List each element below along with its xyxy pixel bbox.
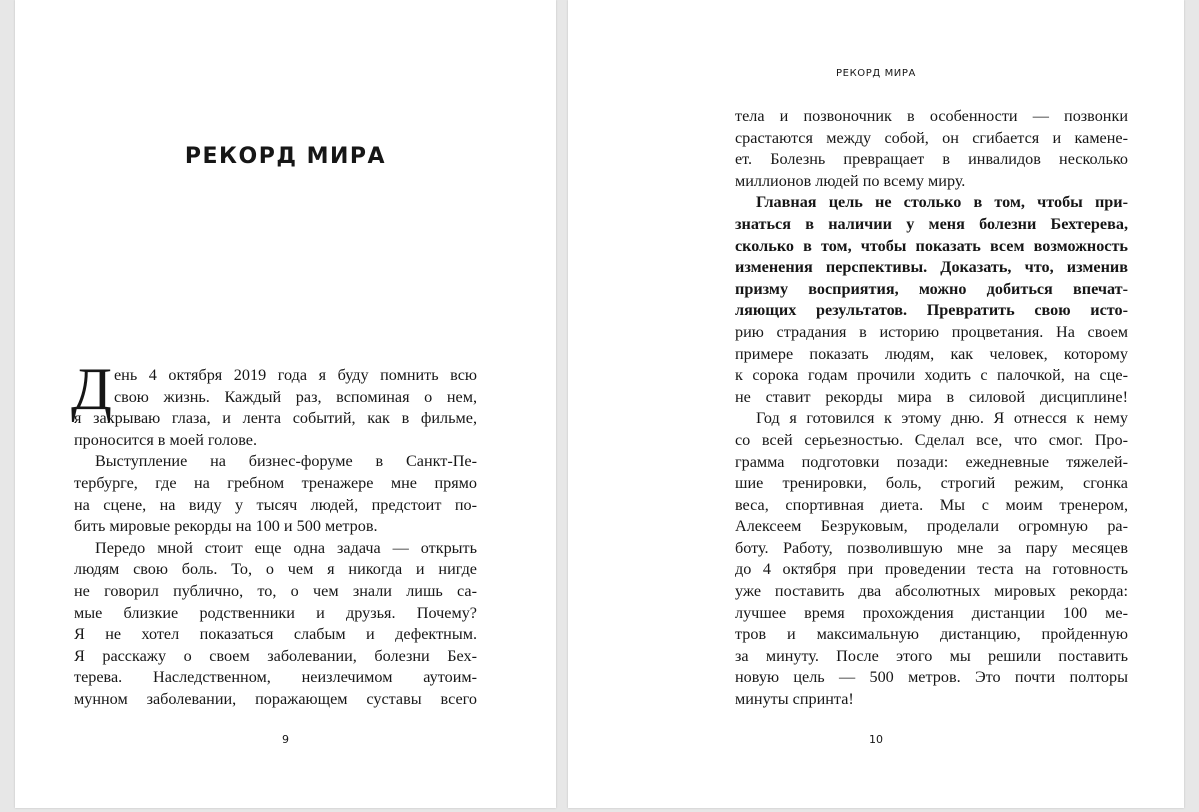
text-line: миллионов людей по всему миру. xyxy=(735,171,966,190)
text-line: изменения перспективы. Доказать, что, изменив xyxy=(735,258,1128,277)
text-line: минуты спринта! xyxy=(735,690,854,709)
left-page-text xyxy=(71,356,477,711)
text-line: свою жизнь. Каждый раз, вспоминая о нем, xyxy=(114,387,477,406)
text-line: веса, спортивная диета. Мы с моим тренером, xyxy=(735,495,1128,514)
text-line: лучшее время прохождения дистанции 100 ме- xyxy=(735,603,1128,622)
text-line: бить мировые рекорды на 100 и 500 метров. xyxy=(74,517,378,536)
text-line: шие тренировки, боль, строгий режим, сгонка xyxy=(735,474,1128,493)
text-line: терева. Наследственном, неизлечимом аутоим- xyxy=(74,668,477,687)
text-line: рию страдания в историю процветания. На своем xyxy=(735,322,1128,341)
text-line: со всей серьезностью. Сделал все, что смог. Про- xyxy=(735,430,1128,449)
text-line: проносится в моей голове. xyxy=(74,430,257,449)
chapter-title: РЕКОРД МИРА xyxy=(184,144,387,169)
text-line: тров и максимальную дистанцию, пройденную xyxy=(735,625,1128,644)
text-line: призму восприятия, можно добиться впечат- xyxy=(735,279,1128,298)
text-line: людям свою боль. То, о чем я никогда и нигде xyxy=(74,560,477,579)
text-line: срастаются между собой, он сгибается и камене- xyxy=(735,128,1128,147)
running-head: РЕКОРД МИРА xyxy=(836,68,916,79)
text-line: до 4 октября при проведении теста на готовность xyxy=(735,560,1128,579)
text-line: я закрываю глаза, и лента событий, как в фильме, xyxy=(74,409,477,428)
text-line: Алексеем Безруковым, проделали огромную ра- xyxy=(735,517,1128,536)
text-line: Выступление на бизнес-форуме в Санкт-Пе- xyxy=(95,452,477,471)
page-number-right: 10 xyxy=(869,733,883,746)
text-line: мунном заболевании, поражающем суставы всего xyxy=(74,689,477,708)
left-page xyxy=(15,0,556,808)
text-line: Передо мной стоит еще одна задача — открыть xyxy=(95,538,477,557)
text-line: боту. Работу, позволившую мне за пару месяцев xyxy=(735,538,1128,557)
right-page xyxy=(568,0,1184,808)
text-line: за минуту. После этого мы решили поставить xyxy=(735,646,1128,665)
text-line: на сцене, на виду у тысяч людей, предстоит по- xyxy=(74,495,477,514)
text-line: Главная цель не столько в том, чтобы при- xyxy=(756,193,1128,212)
text-line: ляющих результатов. Превратить свою исто- xyxy=(735,301,1128,320)
text-line: Год я готовился к этому дню. Я отнесся к нему xyxy=(756,409,1128,428)
right-page-text xyxy=(735,106,1128,711)
text-line: Я расскажу о своем заболевании, болезни Бех- xyxy=(74,646,477,665)
text-line: тела и позвоночник в особенности — позвонки xyxy=(735,107,1128,125)
page-number-left: 9 xyxy=(282,733,289,746)
text-line: примере показать людям, как человек, которому xyxy=(735,344,1128,363)
text-line: новую цель — 500 метров. Это почти полторы xyxy=(735,668,1128,687)
text-line: ет. Болезнь превращает в инвалидов несколько xyxy=(735,150,1128,169)
text-line: не ставит рекорды мира в силовой дисциплине! xyxy=(735,387,1128,406)
text-line: Я не хотел показаться слабым и дефектным. xyxy=(74,625,477,644)
text-line: тербурге, где на гребном тренажере мне прямо xyxy=(74,473,477,492)
text-line: сколько в том, чтобы показать всем возможность xyxy=(735,236,1128,255)
text-line: не говорил публично, то, о чем знали лишь са- xyxy=(74,581,477,600)
text-line: к сорока годам прочили ходить с палочкой, на сце- xyxy=(735,366,1128,385)
text-line: грамма подготовки позади: ежедневные тяжелей- xyxy=(735,452,1128,471)
drop-cap: Д xyxy=(71,356,112,422)
text-line: знаться в наличии у меня болезни Бехтерева, xyxy=(735,214,1128,233)
text-line: ень 4 октября 2019 года я буду помнить всю xyxy=(114,366,477,384)
text-line: мые близкие родственники и друзья. Почему? xyxy=(74,603,477,622)
text-line: уже поставить два абсолютных мировых рекорда: xyxy=(735,582,1128,601)
